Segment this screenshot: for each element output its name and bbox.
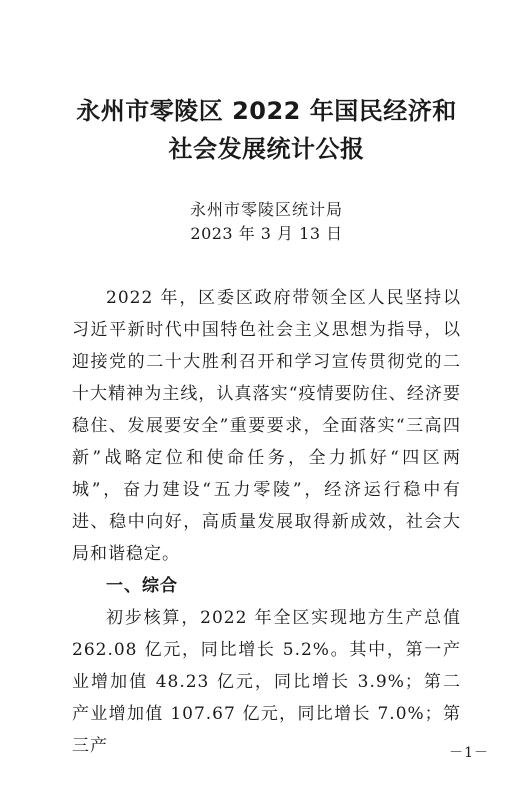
section-heading-general: 一、综合 [106, 576, 178, 596]
section-general-paragraph: 初步核算，2022 年全区实现地方生产总值 262.08 亿元，同比增长 5.2%。其中，第一产业增加值 48.23 亿元，同比增长 3.9%；第二产业增加值 107.67 亿元，同比增长 7.0%；第三产 [72, 608, 461, 756]
publication-date: 2023 年 3 月 13 日 [190, 224, 343, 243]
title-line-2: 社会发展统计公报 [168, 135, 365, 163]
title-line-1: 永州市零陵区 2022 年国民经济和 [76, 97, 457, 125]
page-number: －1－ [449, 745, 489, 761]
document-body [72, 282, 461, 762]
intro-paragraph: 2022 年，区委区政府带领全区人民坚持以习近平新时代中国特色社会主义思想为指导，以迎接党的二十大胜利召开和学习宣传贯彻党的二十大精神为主线，认真落实“疫情要防住、经济要稳住、发展要安全”重要要求，全面落实“三高四新”战略定位和使命任务，全力抓好“四区两城”，奋力建设“五力零陵”，经济运行稳中有进、稳中向好，高质量发展取得新成效，社会大局和谐稳定。 [72, 288, 461, 564]
issuing-authority: 永州市零陵区统计局 [189, 200, 343, 219]
document-title [72, 92, 461, 168]
